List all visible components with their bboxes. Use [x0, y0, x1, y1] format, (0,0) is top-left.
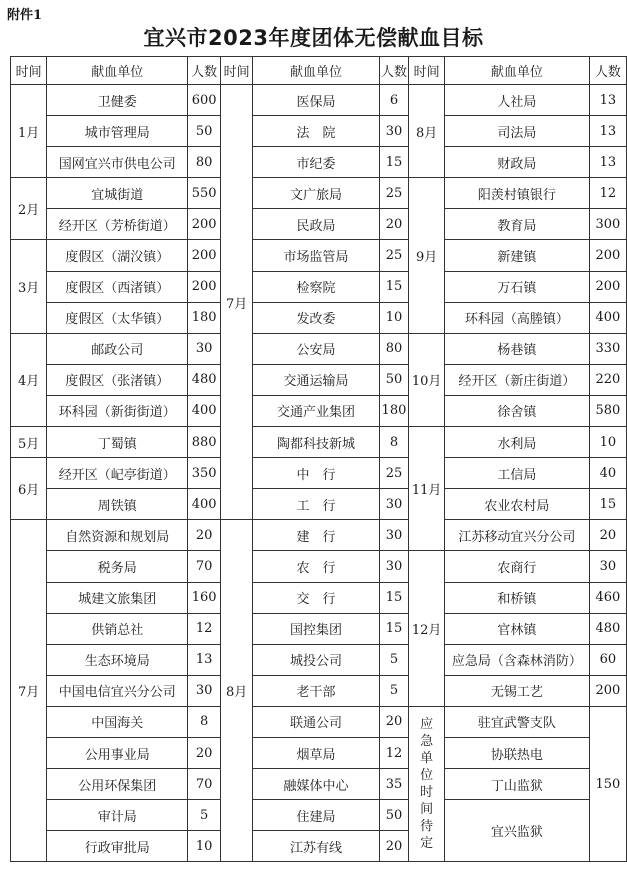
unit-cell: 卫健委: [47, 85, 188, 116]
header-time: 时间: [220, 57, 253, 85]
header-unit: 献血单位: [47, 57, 188, 85]
unit-cell: 文广旅局: [253, 178, 379, 209]
unit-cell: 中国海关: [47, 706, 188, 737]
count-cell: 40: [589, 458, 626, 489]
count-cell: 5: [188, 800, 221, 831]
count-cell: 20: [188, 737, 221, 768]
count-cell: 30: [379, 551, 409, 582]
table-row: [11, 178, 627, 209]
unit-cell: 交通产业集团: [253, 395, 379, 426]
header-time: 时间: [11, 57, 47, 85]
unit-cell: 自然资源和规划局: [47, 520, 188, 551]
month-cell-m4: 4月: [11, 333, 47, 426]
count-cell: 30: [188, 675, 221, 706]
unit-cell: 建 行: [253, 520, 379, 551]
count-cell: 5: [379, 644, 409, 675]
count-cell: 200: [589, 675, 626, 706]
unit-cell: 市纪委: [253, 147, 379, 178]
unit-cell: 审计局: [47, 800, 188, 831]
count-cell: 200: [589, 240, 626, 271]
table-row: [11, 427, 627, 458]
count-cell: 20: [188, 520, 221, 551]
unit-cell: 医保局: [253, 85, 379, 116]
table-row: [11, 116, 627, 147]
unit-cell: 人社局: [444, 85, 589, 116]
unit-cell: 城市管理局: [47, 116, 188, 147]
unit-cell: 农业农村局: [444, 489, 589, 520]
count-cell: 300: [589, 209, 626, 240]
unit-cell: 度假区（张渚镇）: [47, 364, 188, 395]
count-cell: 13: [188, 644, 221, 675]
unit-cell: 和桥镇: [444, 582, 589, 613]
unit-cell: 国网宜兴市供电公司: [47, 147, 188, 178]
table-row: [11, 675, 627, 706]
unit-cell: 陶都科技新城: [253, 427, 379, 458]
count-cell: 15: [379, 147, 409, 178]
count-cell: 220: [589, 364, 626, 395]
count-cell: 80: [379, 333, 409, 364]
table-row: [11, 333, 627, 364]
count-cell: 400: [188, 395, 221, 426]
unit-cell: 交通运输局: [253, 364, 379, 395]
unit-cell: 城投公司: [253, 644, 379, 675]
table-row: [11, 458, 627, 489]
unit-cell: 国控集团: [253, 613, 379, 644]
table-row: [11, 582, 627, 613]
month-cell-m5: 5月: [11, 427, 47, 458]
count-cell: 13: [589, 85, 626, 116]
month-cell-m1: 1月: [11, 85, 47, 178]
count-cell: 15: [379, 582, 409, 613]
unit-cell: 周铁镇: [47, 489, 188, 520]
table-row: [11, 271, 627, 302]
unit-cell: 老干部: [253, 675, 379, 706]
unit-cell: 公安局: [253, 333, 379, 364]
month-cell-m10: 10月: [409, 333, 445, 426]
header-unit: 献血单位: [444, 57, 589, 85]
count-cell: 200: [188, 271, 221, 302]
count-cell: 15: [589, 489, 626, 520]
header-unit: 献血单位: [253, 57, 379, 85]
blood-donation-table: [10, 56, 627, 862]
count-cell: 12: [188, 613, 221, 644]
header-time: 时间: [409, 57, 445, 85]
unit-cell: 检察院: [253, 271, 379, 302]
month-cell-m6: 6月: [11, 458, 47, 520]
unit-cell: 财政局: [444, 147, 589, 178]
unit-cell: 经开区（新庄街道）: [444, 364, 589, 395]
unit-cell: 农 行: [253, 551, 379, 582]
count-cell: 70: [188, 551, 221, 582]
unit-cell: 法 院: [253, 116, 379, 147]
count-cell: 460: [589, 582, 626, 613]
header-count: 人数: [188, 57, 221, 85]
unit-cell: 邮政公司: [47, 333, 188, 364]
unit-cell: 丁山监狱: [444, 769, 589, 800]
unit-cell: 宜城街道: [47, 178, 188, 209]
count-cell: 10: [188, 831, 221, 862]
unit-cell: 农商行: [444, 551, 589, 582]
unit-cell: 教育局: [444, 209, 589, 240]
unit-cell: 中 行: [253, 458, 379, 489]
count-cell: 12: [379, 737, 409, 768]
unit-cell: 经开区（屺亭街道）: [47, 458, 188, 489]
unit-cell: 交 行: [253, 582, 379, 613]
count-cell: 350: [188, 458, 221, 489]
count-cell: 35: [379, 769, 409, 800]
month-cell-m8: 8月: [220, 520, 253, 862]
count-cell: 180: [379, 395, 409, 426]
count-cell: 30: [379, 116, 409, 147]
table-row: [11, 302, 627, 333]
count-cell: 13: [589, 116, 626, 147]
unit-cell: 杨巷镇: [444, 333, 589, 364]
header-count: 人数: [589, 57, 626, 85]
count-cell: 10: [589, 427, 626, 458]
unit-cell: 城建文旅集团: [47, 582, 188, 613]
count-cell: 25: [379, 178, 409, 209]
page-title: 宜兴市2023年度团体无偿献血目标: [143, 26, 484, 50]
unit-cell: 司法局: [444, 116, 589, 147]
unit-cell: 住建局: [253, 800, 379, 831]
unit-cell: 行政审批局: [47, 831, 188, 862]
table-row: [11, 147, 627, 178]
count-cell: 20: [379, 209, 409, 240]
unit-cell: 环科园（高塍镇）: [444, 302, 589, 333]
unit-cell: 税务局: [47, 551, 188, 582]
count-cell: 6: [379, 85, 409, 116]
table-row: [11, 769, 627, 800]
unit-cell: 民政局: [253, 209, 379, 240]
count-cell: 15: [379, 613, 409, 644]
unit-cell: 烟草局: [253, 737, 379, 768]
unit-cell: 公用事业局: [47, 737, 188, 768]
month-cell-m7: 7月: [11, 520, 47, 862]
count-cell: 400: [589, 302, 626, 333]
month-cell-m11: 11月: [409, 427, 445, 551]
count-cell: 30: [188, 333, 221, 364]
unit-cell: 工信局: [444, 458, 589, 489]
count-cell: 80: [188, 147, 221, 178]
unit-cell: 协联热电: [444, 737, 589, 768]
table-row: [11, 209, 627, 240]
table-row: [11, 706, 627, 737]
count-cell: 30: [379, 489, 409, 520]
count-cell: 30: [589, 551, 626, 582]
unit-cell: 供销总社: [47, 613, 188, 644]
unit-cell: 无锡工艺: [444, 675, 589, 706]
unit-cell: 生态环境局: [47, 644, 188, 675]
month-cell-m8b: 8月: [409, 85, 445, 178]
unit-cell: 融媒体中心: [253, 769, 379, 800]
month-cell-m2: 2月: [11, 178, 47, 240]
attachment-label: 附件1: [7, 8, 43, 23]
count-cell: 15: [379, 271, 409, 302]
unit-cell: 应急局（含森林消防）: [444, 644, 589, 675]
count-cell: 8: [379, 427, 409, 458]
table-row: [11, 85, 627, 116]
unit-cell: 宜兴监狱: [444, 800, 589, 862]
count-cell: 60: [589, 644, 626, 675]
unit-cell: 驻宜武警支队: [444, 706, 589, 737]
table-row: [11, 489, 627, 520]
table-row: [11, 395, 627, 426]
count-cell: 600: [188, 85, 221, 116]
unit-cell: 新建镇: [444, 240, 589, 271]
unit-cell: 度假区（太华镇）: [47, 302, 188, 333]
count-cell: 50: [188, 116, 221, 147]
count-cell: 880: [188, 427, 221, 458]
unit-cell: 徐舍镇: [444, 395, 589, 426]
count-cell: 160: [188, 582, 221, 613]
unit-cell: 丁蜀镇: [47, 427, 188, 458]
unit-cell: 发改委: [253, 302, 379, 333]
count-cell: 200: [589, 271, 626, 302]
count-cell: 50: [379, 364, 409, 395]
count-cell: 550: [188, 178, 221, 209]
table-row: [11, 520, 627, 551]
unit-cell: 市场监管局: [253, 240, 379, 271]
count-cell: 20: [379, 706, 409, 737]
unit-cell: 工 行: [253, 489, 379, 520]
unit-cell: 度假区（湖㳇镇）: [47, 240, 188, 271]
unit-cell: 水利局: [444, 427, 589, 458]
count-cell: 480: [589, 613, 626, 644]
count-cell: 50: [379, 800, 409, 831]
header-count: 人数: [379, 57, 409, 85]
table-row: [11, 613, 627, 644]
count-cell: 20: [589, 520, 626, 551]
header-row: [11, 57, 627, 85]
unit-cell: 经开区（芳桥街道）: [47, 209, 188, 240]
unit-cell: 中国电信宜兴分公司: [47, 675, 188, 706]
month-cell-m12: 12月: [409, 551, 445, 706]
count-cell: 330: [589, 333, 626, 364]
unit-cell: 官林镇: [444, 613, 589, 644]
table-row: [11, 364, 627, 395]
table-row: [11, 240, 627, 271]
table-row: [11, 551, 627, 582]
count-cell: 5: [379, 675, 409, 706]
unit-cell: 度假区（西渚镇）: [47, 271, 188, 302]
count-cell: 200: [188, 209, 221, 240]
count-cell-merged: 150: [589, 706, 626, 861]
unit-cell: 江苏移动宜兴分公司: [444, 520, 589, 551]
count-cell: 180: [188, 302, 221, 333]
count-cell: 400: [188, 489, 221, 520]
month-cell-m3: 3月: [11, 240, 47, 333]
count-cell: 70: [188, 769, 221, 800]
unit-cell: 环科园（新街街道）: [47, 395, 188, 426]
count-cell: 10: [379, 302, 409, 333]
unit-cell: 联通公司: [253, 706, 379, 737]
month-cell-m9: 9月: [409, 178, 445, 333]
count-cell: 30: [379, 520, 409, 551]
unit-cell: 阳羡村镇银行: [444, 178, 589, 209]
table-row: [11, 644, 627, 675]
count-cell: 25: [379, 458, 409, 489]
unit-cell: 万石镇: [444, 271, 589, 302]
unit-cell: 公用环保集团: [47, 769, 188, 800]
count-cell: 200: [188, 240, 221, 271]
count-cell: 13: [589, 147, 626, 178]
table-row: [11, 737, 627, 768]
table-row: [11, 800, 627, 831]
month-cell-memerg: 应急单位时间待定: [409, 706, 445, 861]
month-cell-m7b: 7月: [220, 85, 253, 520]
count-cell: 25: [379, 240, 409, 271]
count-cell: 580: [589, 395, 626, 426]
count-cell: 20: [379, 831, 409, 862]
count-cell: 480: [188, 364, 221, 395]
count-cell: 12: [589, 178, 626, 209]
unit-cell: 江苏有线: [253, 831, 379, 862]
count-cell: 8: [188, 706, 221, 737]
